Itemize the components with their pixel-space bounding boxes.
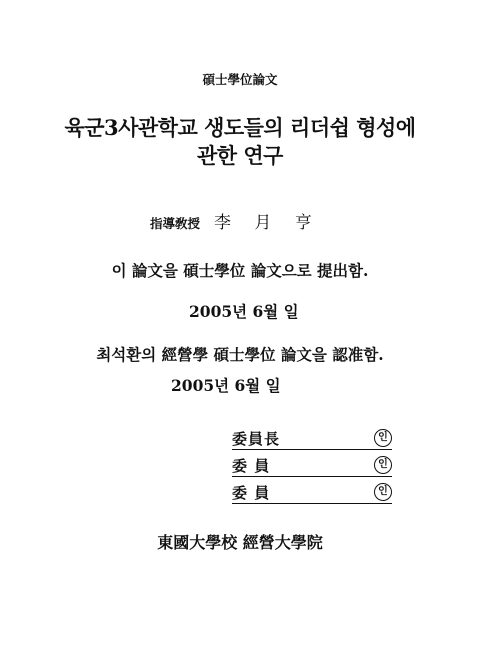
submission-date: 2005년 6월 일 (189, 302, 299, 321)
committee-role: 委 員 (232, 457, 271, 475)
advisor-row (150, 208, 321, 233)
submission-statement: 이 論文을 碩士學位 論文으로 提出함. (111, 261, 369, 280)
thesis-title-line-1: 육군3사관학교 생도들의 리더쉽 형성에 (64, 115, 416, 140)
school-name: 東國大學校 經營大學院 (157, 533, 323, 552)
degree-heading: 碩士學位論文 (202, 72, 278, 87)
committee-role: 委 員 (232, 484, 271, 502)
approval-date: 2005년 6월 일 (171, 376, 281, 395)
approval-statement: 최석환의 經營學 碩士學位 論文을 認准함. (96, 345, 384, 364)
seal-mark: 인 (374, 483, 392, 501)
advisor-label: 指導敎授 (150, 216, 201, 231)
thesis-title-line-2: 관한 연구 (197, 143, 283, 168)
advisor-name: 李 月 亨 (214, 213, 321, 233)
committee-member-signature-line (232, 482, 392, 504)
committee-role: 委員長 (232, 430, 281, 448)
seal-mark: 인 (374, 429, 392, 447)
committee-member-signature-line (232, 455, 392, 477)
seal-mark: 인 (374, 456, 392, 474)
committee-chair-signature-line (232, 428, 392, 450)
